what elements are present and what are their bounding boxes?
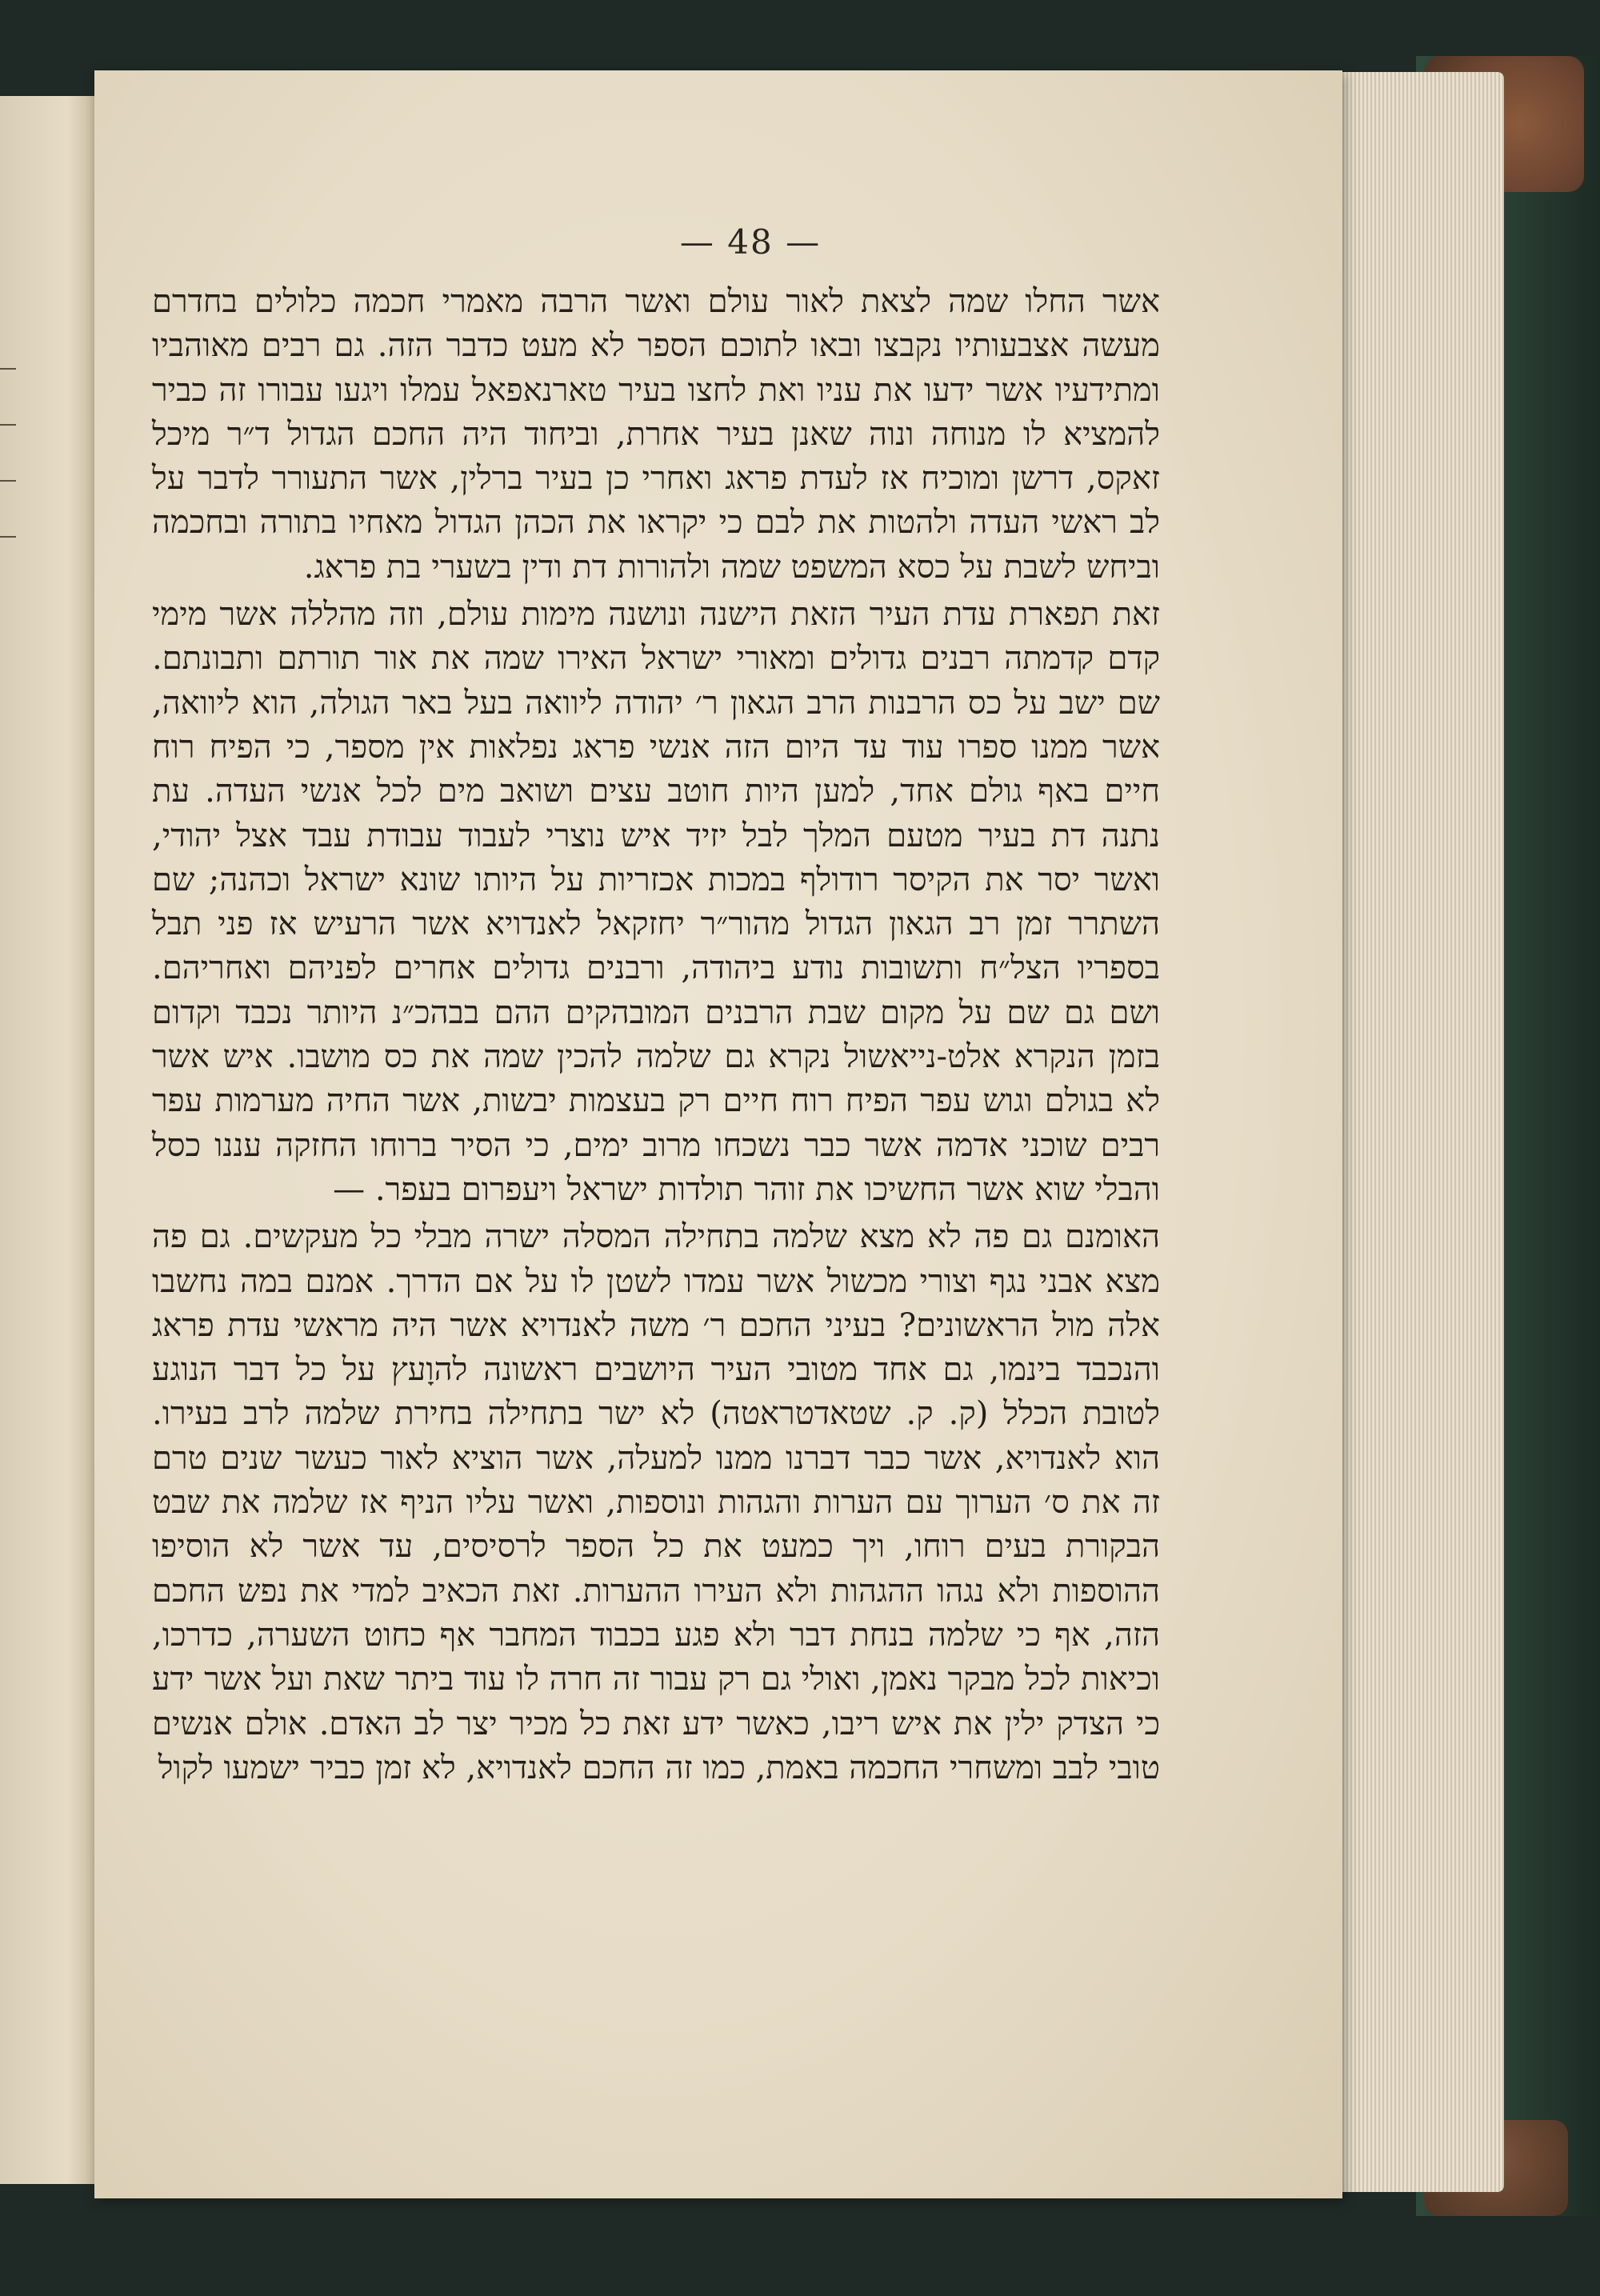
paragraph-3: האומנם גם פה לא מצא שלמה בתחילה המסלה ישרה מבלי כל מעקשים. גם פה מצא אבני נגף וצורי מכשול אשר עמדו לשטן לו על אם הדרך. אמנם במה נחשבו אלה מול הראשונים? בעיני החכם ר׳ משה לאנדויא אשר היה מראשי עדת פראג והנכבד בינמו, גם אחד מטובי העיר היושבים ראשונה להוָעץ על כל דבר הנוגע לטובת הכלל (ק. ק. שטאדטראטה) לא ישר בתחילה בחירת שלמה לרב בעירו. הוא לאנדויא, אשר כבר דברנו ממנו למעלה, אשר הוציא לאור כעשר שנים טרם זה את ס׳ הערוך עם הערות והגהות ונוספות, ואשר עליו הניף אז שלמה את שבט הבקורת בעים רוחו, ויך כמעט את כל הספר לרסיסים, עד אשר לא הוסיפו ההוספות ולא נגהו ההגהות ולא העירו ההערות. זאת הכאיב למדי את נפש החכם הזה, אף כי שלמה בנחת דבר ולא פגע בכבוד המחבר אף כחוט השערה, כדרכו, וכיאות לכל מבקר נאמן, ואולי גם רק עבור זה חרה לו עוד ביתר שאת ועל אשר ידע כי הצדק ילין את איש ריבו, כאשר ידע זאת כל מכיר יצר לב האדם. אולם אנשים טובי לבב ומשחרי החכמה באמת, כמו זה החכם לאנדויא, לא זמן כביר ישמעו לקול	[152, 1218, 1160, 1786]
paragraph-2: זאת תפארת עדת העיר הזאת הישנה ונושנה מימות עולם, וזה מהללה אשר מימי קדם קדמתה רבנים גדולים ומאורי ישראל האירו שמה את אור תורתם ותבונתם. שם ישב על כס הרבנות הרב הגאון ר׳ יהודה ליוואה בעל באר הגולה, הוא ליוואה, אשר ממנו ספרו עוד עד היום הזה אנשי פראג נפלאות אין מספר, כי הפיח רוח חיים באף גולם אחד, למען היות חוטב עצים ושואב מים לכל אנשי העדה. עת נתנה דת בעיר מטעם המלך לבל יזיד איש נוצרי לעבוד עבודת עבד אצל יהודי, ואשר יסר את הקיסר רודולף במכות אכזריות על היותו שונא ישראל וכהנה; שם השתרר זמן רב הגאון הגדול מהור״ר יחזקאל לאנדויא אשר הרעיש אז פני תבל בספריו הצל״ח ותשובות נודע ביהודה, ורבנים גדולים אחרים לפניהם ואחריהם. ושם גם שם על מקום שבת הרבנים המובהקים ההם בבהכ״נ היותר נכבד וקדום בזמן הנקרא אלט-נייאשול נקרא גם שלמה להכין שמה את כס מושבו. איש אשר לא בגולם וגוש עפר הפיח רוח חיים רק בעצמות יבשות, אשר החיה מערמות עפר רבים שוכני אדמה אשר כבר נשכחו מרוב ימים, כי הסיר ברוחו החזקה עננו כסל והבלי שוא אשר החשיכו את זוהר תולדות ישראל ויעפרום בעפר. —	[152, 596, 1160, 1208]
left-cover-board	[0, 96, 98, 2184]
paragraph-1: אשר החלו שמה לצאת לאור עולם ואשר הרבה מאמרי חכמה כלולים בחדרם מעשה אצבעותיו נקבצו ובאו לתוכם הספר לא מעט כדבר הזה. גם רבים מאוהביו ומתידעיו אשר ידעו את עניו ואת לחצו בעיר טארנאפאל עמלו ויגעו עבורו זה כביר להמציא לו מנוחה ונוה שאנן בעיר אחרת, וביחוד היה החכם הגדול ד״ר מיכל זאקס, דרשן ומוכיח אז לעדת פראג ואחרי כן בעיר ברלין, אשר התעורר לדבר על לב ראשי העדה ולהטות את לבם כי יקראו את הכהן הגדול מאחיו בתורה ובחכמה וביחש לשבת על כסא המשפט שמה ולהורות דת ודין בשערי בת פראג.	[152, 283, 1160, 586]
page-number: — 48 —	[679, 222, 822, 262]
body-text	[152, 280, 1160, 1790]
